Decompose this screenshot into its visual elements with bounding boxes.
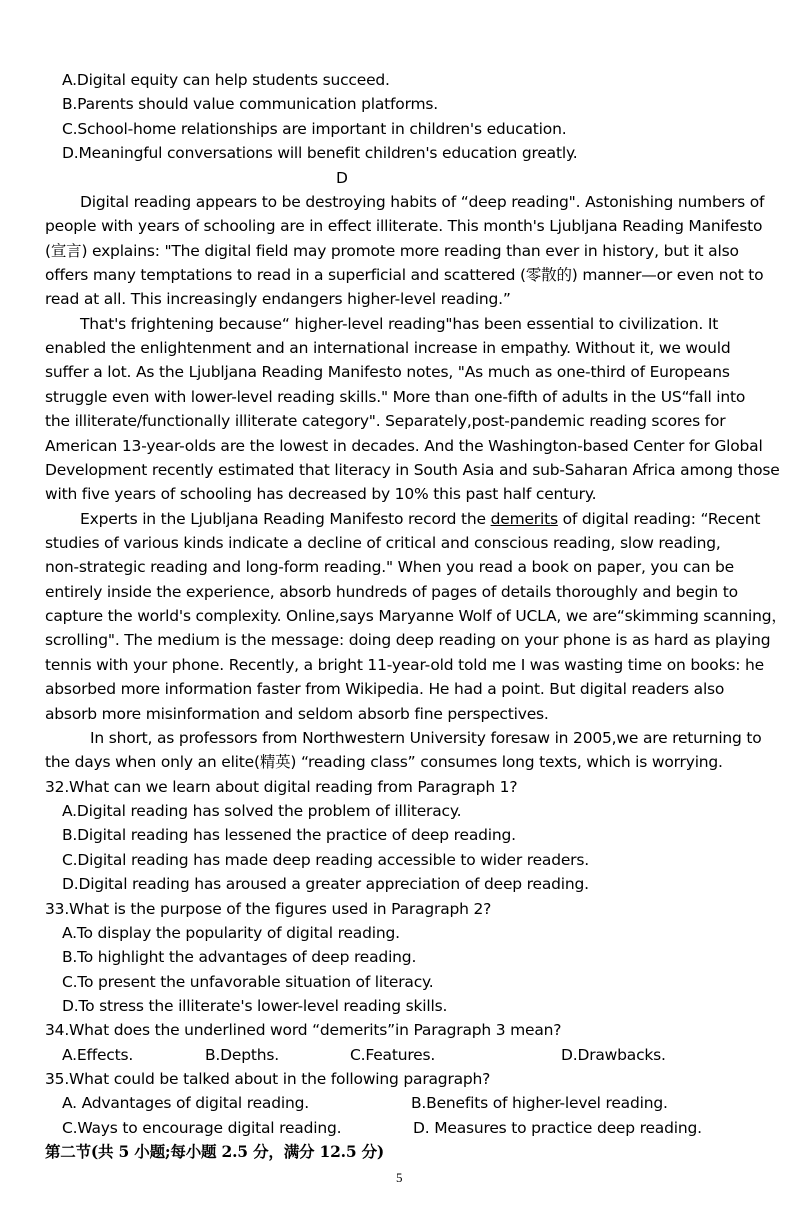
question-35-option-b: B.Benefits of higher-level reading. bbox=[411, 1094, 668, 1112]
passage-p1-line: read at all. This increasingly endangers higher-level reading.” bbox=[45, 290, 511, 308]
question-34-option-a: A.Effects. bbox=[62, 1046, 134, 1064]
question-32-stem: 32.What can we learn about digital reading from Paragraph 1? bbox=[45, 778, 518, 796]
question-33-option-d: D.To stress the illiterate's lower-level reading skills. bbox=[62, 997, 448, 1015]
prev-option-d: D.Meaningful conversations will benefit children's education greatly. bbox=[62, 144, 578, 162]
question-32-option-b: B.Digital reading has lessened the practice of deep reading. bbox=[62, 826, 516, 844]
question-32-option-a: A.Digital reading has solved the problem of illiteracy. bbox=[62, 802, 462, 820]
passage-p2-line: suffer a lot. As the Ljubljana Reading Manifesto notes, "As much as one-third of Europeans bbox=[45, 363, 730, 381]
passage-p2-line: That's frightening because“ higher-level reading"has been essential to civilization. It bbox=[80, 315, 719, 333]
passage-p3-line: absorbed more information faster from Wikipedia. He had a point. But digital readers also bbox=[45, 680, 725, 698]
passage-p2-line: enabled the enlightenment and an international increase in empathy. Without it, we would bbox=[45, 339, 731, 357]
passage-p2-line: American 13-year-olds are the lowest in decades. And the Washington-based Center for Global bbox=[45, 437, 763, 455]
question-32-option-d: D.Digital reading has aroused a greater appreciation of deep reading. bbox=[62, 875, 589, 893]
question-34-stem: 34.What does the underlined word “demerits”in Paragraph 3 mean? bbox=[45, 1021, 562, 1039]
page-number: 5 bbox=[396, 1170, 403, 1185]
question-35-stem: 35.What could be talked about in the following paragraph? bbox=[45, 1070, 491, 1088]
passage-p2-line: struggle even with lower-level reading skills." More than one-fifth of adults in the US“fall into bbox=[45, 388, 746, 406]
passage-p3-line: studies of various kinds indicate a decline of critical and conscious reading, slow reading, bbox=[45, 534, 721, 552]
question-35-option-c: C.Ways to encourage digital reading. bbox=[62, 1119, 342, 1137]
passage-p2-line: the illiterate/functionally illiterate category". Separately,post-pandemic reading scores for bbox=[45, 412, 726, 430]
underlined-word-demerits: demerits bbox=[490, 510, 558, 528]
passage-p3-line: entirely inside the experience, absorb hundreds of pages of details thoroughly and begin to bbox=[45, 583, 738, 601]
passage-p3-first-line bbox=[80, 507, 760, 531]
passage-p4-line: the days when only an elite(精英) “reading class” consumes long texts, which is worrying. bbox=[45, 753, 723, 771]
prev-option-a: A.Digital equity can help students succeed. bbox=[62, 71, 390, 89]
question-32-option-c: C.Digital reading has made deep reading accessible to wider readers. bbox=[62, 851, 589, 869]
question-33-option-a: A.To display the popularity of digital reading. bbox=[62, 924, 400, 942]
question-33-stem: 33.What is the purpose of the figures used in Paragraph 2? bbox=[45, 900, 492, 918]
question-34-option-d: D.Drawbacks. bbox=[561, 1046, 666, 1064]
passage-p2-line: with five years of schooling has decreased by 10% this past half century. bbox=[45, 485, 597, 503]
question-35-option-a: A. Advantages of digital reading. bbox=[62, 1094, 309, 1112]
section-title: 第二节(共 5 小题;每小题 2.5 分，满分 12.5 分) bbox=[45, 1142, 385, 1161]
prev-option-c: C.School-home relationships are important in children's education. bbox=[62, 120, 567, 138]
passage-p3-line: capture the world's complexity. Online,says Maryanne Wolf of UCLA, we are“skimming scanning， bbox=[45, 607, 787, 625]
question-33-option-c: C.To present the unfavorable situation of literacy. bbox=[62, 973, 434, 991]
passage-p3-line: non-strategic reading and long-form reading." When you read a book on paper, you can be bbox=[45, 558, 734, 576]
passage-p1-line: offers many temptations to read in a superficial and scattered (零散的) manner—or even not to bbox=[45, 266, 764, 284]
question-35-option-d: D. Measures to practice deep reading. bbox=[413, 1119, 702, 1137]
passage-p1-line: Digital reading appears to be destroying habits of “deep reading". Astonishing numbers of bbox=[80, 193, 765, 211]
passage-letter: D bbox=[336, 169, 348, 187]
passage-p3-line: absorb more misinformation and seldom absorb fine perspectives. bbox=[45, 705, 549, 723]
passage-p3-line: tennis with your phone. Recently, a bright 11-year-old told me I was wasting time on books: he bbox=[45, 656, 764, 674]
passage-p2-line: Development recently estimated that literacy in South Asia and sub-Saharan Africa among those bbox=[45, 461, 780, 479]
passage-p4-line: In short, as professors from Northwestern University foresaw in 2005,we are returning to bbox=[90, 729, 762, 747]
prev-option-b: B.Parents should value communication platforms. bbox=[62, 95, 438, 113]
p3-text-before: Experts in the Ljubljana Reading Manifesto record the bbox=[80, 510, 491, 528]
question-34-option-c: C.Features. bbox=[350, 1046, 436, 1064]
passage-p3-line: scrolling". The medium is the message: doing deep reading on your phone is as hard as playing bbox=[45, 631, 771, 649]
passage-p1-line: (宣言) explains: "The digital field may promote more reading than ever in history, but it also bbox=[45, 242, 739, 260]
p3-text-after: of digital reading: “Recent bbox=[557, 510, 761, 528]
question-34-option-b: B.Depths. bbox=[205, 1046, 279, 1064]
question-33-option-b: B.To highlight the advantages of deep reading. bbox=[62, 948, 417, 966]
passage-p1-line: people with years of schooling are in effect illiterate. This month's Ljubljana Reading Manifesto bbox=[45, 217, 763, 235]
